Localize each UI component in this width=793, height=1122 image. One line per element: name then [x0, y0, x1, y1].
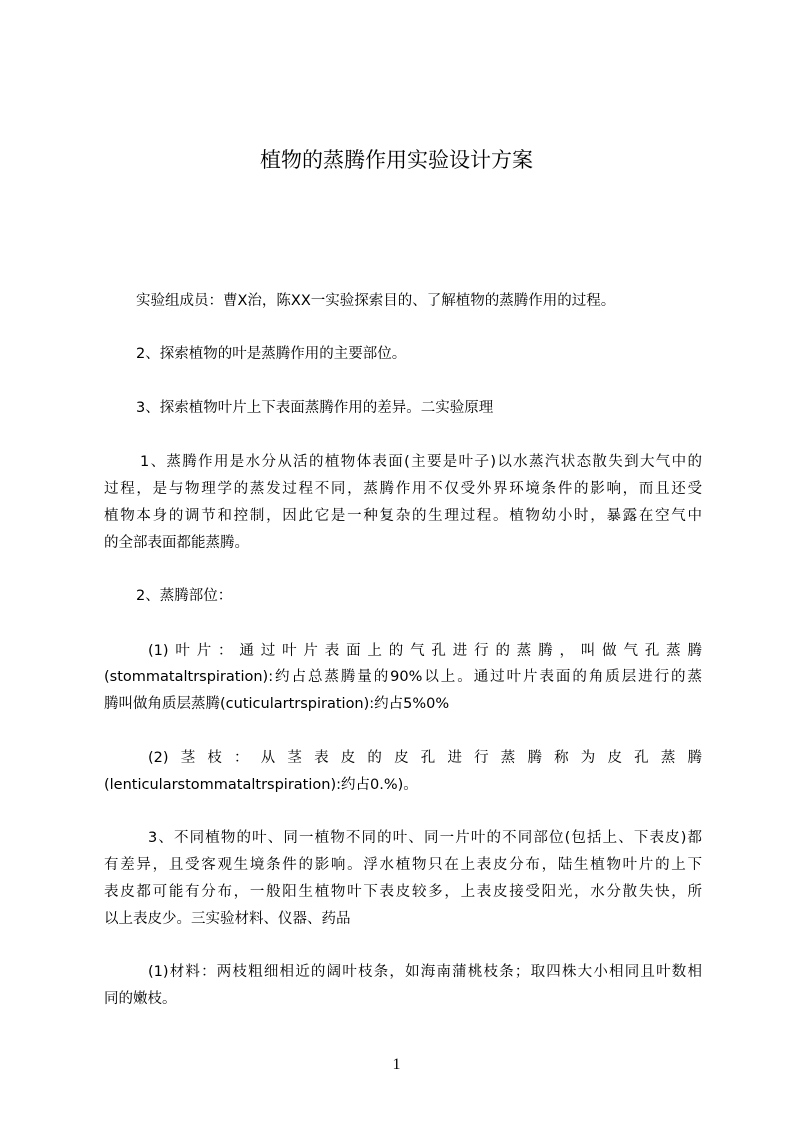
- paragraph-9-line: (1)材料：两枝粗细相近的阔叶枝条，如海南蒲桃枝条；取四株大小相同且叶数相: [148, 964, 702, 980]
- paragraph-5-line: 2、蒸腾部位：: [136, 588, 233, 604]
- paragraph-6-line: 腾叫做角质层蒸腾(cuticulartrspiration):约占5%0%: [104, 696, 450, 712]
- paragraph-7-line: (2)茎枝：从茎表皮的皮孔进行蒸腾称为皮孔蒸腾: [148, 750, 702, 766]
- paragraph-4-line: 植物本身的调节和控制，因此它是一种复杂的生理过程。植物幼小时，暴露在空气中: [104, 508, 702, 524]
- paragraph-8-line: 表皮都可能有分布，一般阳生植物叶下表皮较多，上表皮接受阳光，水分散失快，所: [104, 884, 702, 900]
- paragraph-4-line: 1、蒸腾作用是水分从活的植物体表面(主要是叶子)以水蒸汽状态散失到大气中的: [140, 454, 702, 470]
- paragraph-3-line: 3、探索植物叶片上下表面蒸腾作用的差异。二实验原理: [136, 400, 494, 416]
- paragraph-4-line: 的全部表面都能蒸腾。: [104, 535, 249, 551]
- page-number: 1: [392, 1056, 401, 1073]
- paragraph-2-line: 2、探索植物的叶是蒸腾作用的主要部位。: [136, 346, 407, 362]
- paragraph-9-line: 同的嫩枝。: [104, 991, 177, 1007]
- paragraph-4-line: 过程，是与物理学的蒸发过程不同，蒸腾作用不仅受外界环境条件的影响，而且还受: [104, 481, 702, 497]
- paragraph-8-line: 以上表皮少。三实验材料、仪器、药品: [104, 911, 351, 927]
- paragraph-8-line: 3、不同植物的叶、同一植物不同的叶、同一片叶的不同部位(包括上、下表皮)都: [148, 830, 702, 846]
- paragraph-6-line: (1)叶片：通过叶片表面上的气孔进行的蒸腾，叫做气孔蒸腾: [148, 643, 702, 659]
- paragraph-1-line: 实验组成员：曹X治，陈XX一实验探索目的、了解植物的蒸腾作用的过程。: [136, 293, 616, 309]
- paragraph-8-line: 有差异，且受客观生境条件的影响。浮水植物只在上表皮分布，陆生植物叶片的上下: [104, 857, 702, 873]
- paragraph-6-line: (stommataltrspiration):约占总蒸腾量的90%以上。通过叶片表面的角质层进行的蒸: [104, 669, 702, 685]
- paragraph-7-line: (lenticularstommataltrspiration):约占0.%)。: [104, 777, 418, 793]
- document-title: 植物的蒸腾作用实验设计方案: [260, 148, 533, 172]
